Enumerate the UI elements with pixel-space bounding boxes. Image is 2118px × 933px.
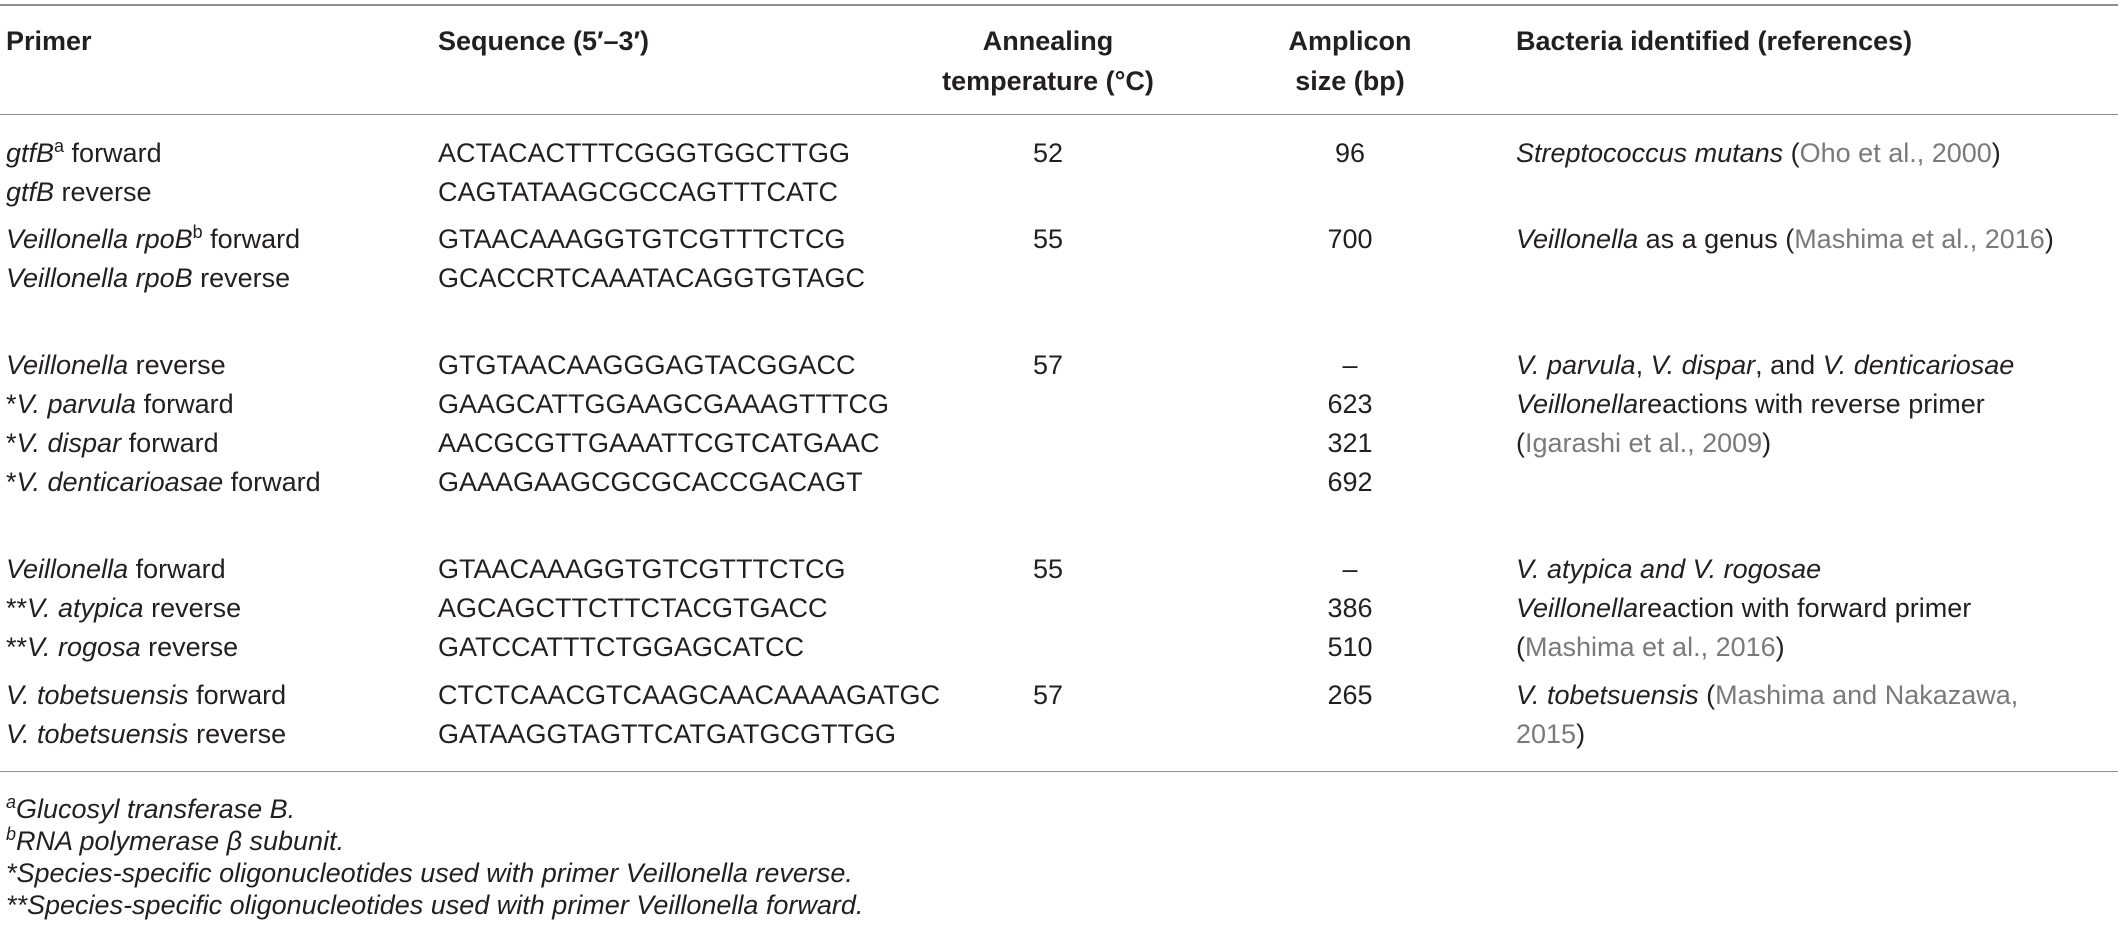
bacteria-identified: Veillonellareactions with reverse primer (1516, 389, 1985, 419)
bacteria-identified: Veillonella as a genus (Mashima et al., 2016) (1516, 224, 2054, 254)
primer-sequence: CAGTATAAGCGCCAGTTTCATC (438, 177, 838, 207)
bacteria-identified: (Igarashi et al., 2009) (1516, 428, 1772, 458)
primer-sequence: GAAAGAAGCGCGCACCGACAGT (438, 467, 863, 497)
primer-name: *V. denticarioasae forward (6, 467, 321, 497)
bacteria-identified: V. atypica and V. rogosae (1516, 554, 1822, 584)
primer-sequence: GATAAGGTAGTTCATGATGCGTTGG (438, 719, 896, 749)
primer-sequence: AACGCGTTGAAATTCGTCATGAAC (438, 428, 880, 458)
primer-name: Veillonella reverse (6, 350, 226, 380)
primer-name: *V. dispar forward (6, 428, 219, 458)
footnote: $^a$Glucosyl transferase B. (6, 792, 296, 824)
footnote: $^b$RNA polymerase β subunit. (6, 824, 345, 856)
primer-name: *V. parvula forward (6, 389, 234, 419)
primer-name: gtfB$^a$ forward (6, 136, 162, 168)
footnote: **Species-specific oligonucleotides used with primer Veillonella forward. (6, 890, 864, 920)
header-bacteria: Bacteria identified (references) (1516, 26, 1913, 56)
header-sequence: Sequence (5′–3′) (438, 26, 650, 56)
primer-name: **V. rogosa reverse (6, 632, 239, 662)
primer-sequence: GCACCRTCAAATACAGGTGTAGC (438, 263, 866, 293)
primer-name: V. tobetsuensis forward (6, 680, 287, 710)
table-top-rule (0, 4, 2118, 6)
primer-sequence: GTGTAACAAGGGAGTACGGACC (438, 350, 856, 380)
primer-name: **V. atypica reverse (6, 593, 242, 623)
bacteria-identified: Veillonellareaction with forward primer (1516, 593, 1972, 623)
primer-name: gtfB reverse (6, 177, 152, 207)
primer-sequence: CTCTCAACGTCAAGCAACAAAAGATGC (438, 680, 941, 710)
primer-name: Veillonella rpoB$^b$ forward (6, 222, 301, 254)
header-primer: Primer (6, 26, 92, 56)
bacteria-identified: 2015) (1516, 719, 1586, 749)
primer-sequence: GTAACAAAGGTGTCGTTTCTCG (438, 554, 846, 584)
footnote: *Species-specific oligonucleotides used with primer Veillonella reverse. (6, 858, 853, 888)
primer-sequence: ACTACACTTTCGGGTGGCTTGG (438, 138, 850, 168)
primer-sequence: AGCAGCTTCTTCTACGTGACC (438, 593, 828, 623)
primer-name: Veillonella rpoB reverse (6, 263, 291, 293)
primer-sequence: GATCCATTTCTGGAGCATCC (438, 632, 804, 662)
primer-sequence: GAAGCATTGGAAGCGAAAGTTTCG (438, 389, 890, 419)
primer-sequence: GTAACAAAGGTGTCGTTTCTCG (438, 224, 846, 254)
bacteria-identified: V. tobetsuensis (Mashima and Nakazawa, (1516, 680, 2019, 710)
bacteria-identified: V. parvula, V. dispar, and V. denticariosae (1516, 350, 2015, 380)
header-rule (0, 114, 2118, 115)
table-bottom-rule (0, 771, 2118, 772)
bacteria-identified: (Mashima et al., 2016) (1516, 632, 1785, 662)
primer-name: Veillonella forward (6, 554, 226, 584)
primer-table: Primer Sequence (5′–3′) Annealing temperature (°C) Amplicon size (bp) Bacteria identified (references) gtfB$^a$ forward gtfB reverse ACTACACTTTCGGGTGGCTTGG CAGTATAAGCGCCAGTTTCATC 52 96 Streptococcus mutans (Oho et al., 2000) Veillonella rpoB$^b$ forward Veillonella rpoB reverse GTAACAAAGGTGTCGTTTCTCG GCACCRTCAAATACAGGTGTAGC 55 700 Veillonella as a genus (Mashima et al., 2016) Veillonella reverse *V. parvula forward *V. dispar forward *V. denticarioasae forward GTGTAACAAGGGAGTACGGACC GAAGCATTGGAAGCGAAAGTTTCG AACGCGTTGAAATTCGTCATGAAC GAAAGAAGCGCGCACCGACAGT 57 – 623 321 692 V. parvula, V. dispar, and V. denticariosae Veillonellareactions with reverse primer (Igarashi et al., 2009) Veillonella forward **V. atypica reverse **V. rogosa reverse GTAACAAAGGTGTCGTTTCTCG AGCAGCTTCTTCTACGTGACC GATCCATTTCTGGAGCATCC 55 – 386 510 V. atypica and V. rogosae Veillonellareaction with forward primer (Mashima et al., 2016) V. tobetsuensis forward V. tobetsuensis reverse CTCTCAACGTCAAGCAACAAAAGATGC GATAAGGTAGTTCATGATGCGTTGG 57 265 V. tobetsuensis (Mashima and Nakazawa, 2015) $^a$Glucosyl transferase B. $^b$RNA polymerase β subunit. *Species-specific oligonucleotides used with primer Veillonella reverse. **Species-specific oligonucleotides used with primer Veillonella forward. (0, 0, 2118, 933)
bacteria-identified: Streptococcus mutans (Oho et al., 2000) (1516, 138, 2001, 168)
primer-name: V. tobetsuensis reverse (6, 719, 287, 749)
